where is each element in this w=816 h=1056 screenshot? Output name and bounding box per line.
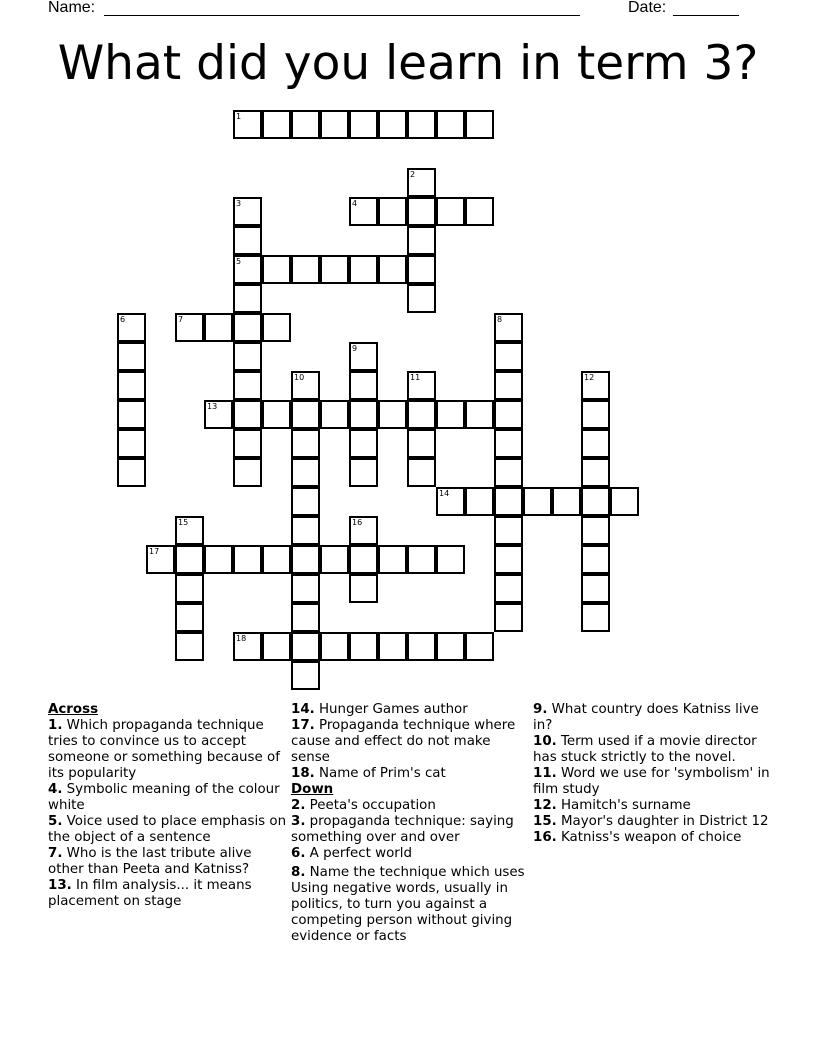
crossword-cell[interactable] xyxy=(117,342,146,371)
crossword-cell[interactable] xyxy=(349,110,378,139)
clue-text: Symbolic meaning of the colour white xyxy=(48,782,280,813)
across-clue-4 xyxy=(48,782,288,814)
clue-number: 9 xyxy=(352,344,358,353)
crossword-cell[interactable] xyxy=(320,400,349,429)
crossword-cell[interactable] xyxy=(349,400,378,429)
crossword-cell[interactable] xyxy=(349,516,378,545)
crossword-cell[interactable] xyxy=(233,226,262,255)
crossword-cell[interactable] xyxy=(378,110,407,139)
crossword-cell[interactable] xyxy=(291,661,320,690)
crossword-cell[interactable] xyxy=(349,342,378,371)
crossword-cell[interactable] xyxy=(407,400,436,429)
clue-text: Word we use for 'symbolism' in film study xyxy=(533,766,770,797)
crossword-cell[interactable] xyxy=(204,400,233,429)
clue-text: Mayor's daughter in District 12 xyxy=(556,814,769,829)
crossword-cell[interactable] xyxy=(494,458,523,487)
clue-number-label: 14. xyxy=(291,702,315,717)
crossword-cell[interactable] xyxy=(494,574,523,603)
down-clue-15 xyxy=(533,814,773,830)
crossword-cell[interactable] xyxy=(233,400,262,429)
clue-text: Name of Prim's cat xyxy=(314,766,446,781)
clue-number: 3 xyxy=(236,199,242,208)
crossword-cell[interactable] xyxy=(117,400,146,429)
crossword-cell[interactable] xyxy=(320,110,349,139)
clue-text: Hamitch's surname xyxy=(556,798,691,813)
across-clue-5 xyxy=(48,814,288,846)
crossword-cell[interactable] xyxy=(349,371,378,400)
crossword-cell[interactable] xyxy=(233,371,262,400)
down-clue-16 xyxy=(533,830,773,846)
clue-text: Voice used to place emphasis on the object of a sentence xyxy=(48,814,287,845)
crossword-cell[interactable] xyxy=(320,632,349,661)
clue-number: 14 xyxy=(439,489,450,498)
crossword-cell[interactable] xyxy=(349,632,378,661)
crossword-cell[interactable] xyxy=(494,313,523,342)
clue-number-label: 6. xyxy=(291,846,306,861)
crossword-cell[interactable] xyxy=(465,110,494,139)
clue-text: A perfect world xyxy=(305,846,413,861)
crossword-cell[interactable] xyxy=(349,545,378,574)
crossword-cell[interactable] xyxy=(146,545,175,574)
crossword-cell[interactable] xyxy=(581,371,610,400)
crossword-cell[interactable] xyxy=(494,545,523,574)
across-clue-14 xyxy=(291,702,531,718)
clue-number-label: 17. xyxy=(291,718,315,733)
crossword-cell[interactable] xyxy=(436,487,465,516)
crossword-cell[interactable] xyxy=(175,574,204,603)
crossword-cell[interactable] xyxy=(581,400,610,429)
clues-column-2 xyxy=(291,702,531,945)
crossword-cell[interactable] xyxy=(204,545,233,574)
clue-text: In film analysis... it means placement on stage xyxy=(48,878,252,909)
clue-number: 16 xyxy=(352,518,363,527)
crossword-cell[interactable] xyxy=(233,429,262,458)
clue-text: Peeta's occupation xyxy=(305,798,436,813)
clue-text: Term used if a movie director has stuck strictly to the novel. xyxy=(533,734,757,765)
crossword-cell[interactable] xyxy=(465,197,494,226)
crossword-cell[interactable] xyxy=(291,458,320,487)
crossword-cell[interactable] xyxy=(581,603,610,632)
clue-number: 12 xyxy=(584,373,595,382)
crossword-cell[interactable] xyxy=(494,371,523,400)
crossword-cell[interactable] xyxy=(320,545,349,574)
clue-number-label: 15. xyxy=(533,814,557,829)
clue-number-label: 18. xyxy=(291,766,315,781)
crossword-cell[interactable] xyxy=(407,197,436,226)
crossword-cell[interactable] xyxy=(407,632,436,661)
clue-number: 10 xyxy=(294,373,305,382)
clue-number-label: 4. xyxy=(48,782,63,797)
crossword-cell[interactable] xyxy=(291,110,320,139)
clue-number-label: 12. xyxy=(533,798,557,813)
crossword-cell[interactable] xyxy=(175,545,204,574)
crossword-cell[interactable] xyxy=(581,458,610,487)
crossword-cell[interactable] xyxy=(175,603,204,632)
crossword-cell[interactable] xyxy=(436,110,465,139)
crossword-cell[interactable] xyxy=(436,197,465,226)
crossword-cell[interactable] xyxy=(262,313,291,342)
clue-number: 2 xyxy=(410,170,416,179)
crossword-cell[interactable] xyxy=(378,255,407,284)
crossword-cell[interactable] xyxy=(291,632,320,661)
crossword-cell[interactable] xyxy=(581,516,610,545)
crossword-cell[interactable] xyxy=(378,400,407,429)
crossword-cell[interactable] xyxy=(436,400,465,429)
down-clue-6 xyxy=(291,846,531,862)
crossword-cell[interactable] xyxy=(494,516,523,545)
clues-column-3 xyxy=(533,702,773,846)
crossword-cell[interactable] xyxy=(291,400,320,429)
crossword-cell[interactable] xyxy=(204,313,233,342)
crossword-cell[interactable] xyxy=(233,197,262,226)
crossword-cell[interactable] xyxy=(436,632,465,661)
crossword-cell[interactable] xyxy=(407,284,436,313)
down-heading: Down xyxy=(291,782,334,797)
crossword-cell[interactable] xyxy=(117,458,146,487)
crossword-cell[interactable] xyxy=(291,545,320,574)
clue-number: 5 xyxy=(236,257,242,266)
clue-number-label: 5. xyxy=(48,814,63,829)
crossword-cell[interactable] xyxy=(349,574,378,603)
clue-text: Propaganda technique where cause and effect do not make sense xyxy=(291,718,516,765)
clue-number-label: 16. xyxy=(533,830,557,845)
crossword-cell[interactable] xyxy=(117,371,146,400)
crossword-cell[interactable] xyxy=(349,197,378,226)
crossword-cell[interactable] xyxy=(407,110,436,139)
clue-text: Who is the last tribute alive other than Peeta and Katniss? xyxy=(48,846,252,877)
down-clue-2 xyxy=(291,798,531,814)
across-heading: Across xyxy=(48,702,99,717)
crossword-cell[interactable] xyxy=(262,110,291,139)
crossword-cell[interactable] xyxy=(465,632,494,661)
across-clue-17 xyxy=(291,718,531,766)
crossword-cell[interactable] xyxy=(407,371,436,400)
crossword-cell[interactable] xyxy=(407,458,436,487)
clue-number: 15 xyxy=(178,518,189,527)
down-clue-9 xyxy=(533,702,773,734)
crossword-cell[interactable] xyxy=(581,545,610,574)
crossword-cell[interactable] xyxy=(407,429,436,458)
crossword-cell[interactable] xyxy=(291,603,320,632)
crossword-cell[interactable] xyxy=(233,284,262,313)
crossword-cell[interactable] xyxy=(349,458,378,487)
down-clue-10 xyxy=(533,734,773,766)
crossword-cell[interactable] xyxy=(378,632,407,661)
crossword-cell[interactable] xyxy=(291,255,320,284)
crossword-cell[interactable] xyxy=(262,400,291,429)
crossword-cell[interactable] xyxy=(233,110,262,139)
clue-number: 6 xyxy=(120,315,126,324)
clue-number: 8 xyxy=(497,315,503,324)
date-label: Date: xyxy=(628,0,667,16)
clue-text: propaganda technique: saying something over and over xyxy=(291,814,514,845)
crossword-cell[interactable] xyxy=(581,429,610,458)
clue-text: What country does Katniss live in? xyxy=(533,702,759,733)
crossword-cell[interactable] xyxy=(494,603,523,632)
crossword-cell[interactable] xyxy=(378,197,407,226)
crossword-cell[interactable] xyxy=(320,255,349,284)
crossword-cell[interactable] xyxy=(291,371,320,400)
crossword-cell[interactable] xyxy=(494,342,523,371)
crossword-cell[interactable] xyxy=(117,313,146,342)
clue-text: Which propaganda technique tries to convince us to accept someone or something because of its popularity xyxy=(48,718,280,781)
crossword-cell[interactable] xyxy=(494,400,523,429)
crossword-cell[interactable] xyxy=(262,632,291,661)
crossword-cell[interactable] xyxy=(233,458,262,487)
crossword-cell[interactable] xyxy=(407,168,436,197)
down-clue-12 xyxy=(533,798,773,814)
page-title: What did you learn in term 3? xyxy=(57,36,759,91)
crossword-cell[interactable] xyxy=(407,255,436,284)
crossword-cell[interactable] xyxy=(465,400,494,429)
clue-number: 13 xyxy=(207,402,218,411)
crossword-cell[interactable] xyxy=(175,632,204,661)
crossword-cell[interactable] xyxy=(581,487,610,516)
crossword-cell[interactable] xyxy=(378,545,407,574)
clue-number: 18 xyxy=(236,634,247,643)
crossword-cell[interactable] xyxy=(552,487,581,516)
clue-number-label: 11. xyxy=(533,766,557,781)
crossword-cell[interactable] xyxy=(494,429,523,458)
clue-text: Katniss's weapon of choice xyxy=(556,830,742,845)
clue-text: Hunger Games author xyxy=(314,702,468,717)
clue-number-label: 1. xyxy=(48,718,63,733)
clue-number: 17 xyxy=(149,547,160,556)
clue-number: 11 xyxy=(410,373,421,382)
crossword-cell[interactable] xyxy=(523,487,552,516)
crossword-cell[interactable] xyxy=(233,313,262,342)
clues-column-1 xyxy=(48,702,288,910)
down-clue-8 xyxy=(291,865,531,945)
clue-number: 7 xyxy=(178,315,184,324)
crossword-cell[interactable] xyxy=(117,429,146,458)
crossword-cell[interactable] xyxy=(233,255,262,284)
down-clue-3 xyxy=(291,814,531,846)
name-label: Name: xyxy=(48,0,96,16)
crossword-cell[interactable] xyxy=(175,313,204,342)
crossword-cell[interactable] xyxy=(610,487,639,516)
clue-number-label: 10. xyxy=(533,734,557,749)
clue-number-label: 7. xyxy=(48,846,63,861)
crossword-cell[interactable] xyxy=(407,226,436,255)
across-clue-18 xyxy=(291,766,531,782)
clue-number-label: 3. xyxy=(291,814,306,829)
crossword-cell[interactable] xyxy=(494,487,523,516)
clue-text: Name the technique which uses Using negative words, usually in politics, to turn you against a competing person without giving evidence or facts xyxy=(291,865,525,944)
crossword-cell[interactable] xyxy=(262,545,291,574)
crossword-cell[interactable] xyxy=(175,516,204,545)
crossword-cell[interactable] xyxy=(233,632,262,661)
crossword-cell[interactable] xyxy=(291,429,320,458)
crossword-cell[interactable] xyxy=(407,545,436,574)
crossword-cell[interactable] xyxy=(581,574,610,603)
crossword-cell[interactable] xyxy=(349,255,378,284)
crossword-cell[interactable] xyxy=(233,545,262,574)
across-clue-13 xyxy=(48,878,288,910)
crossword-cell[interactable] xyxy=(465,487,494,516)
crossword-cell[interactable] xyxy=(349,429,378,458)
crossword-cell[interactable] xyxy=(291,574,320,603)
clue-number-label: 2. xyxy=(291,798,306,813)
clue-number: 4 xyxy=(352,199,358,208)
crossword-cell[interactable] xyxy=(436,545,465,574)
down-clue-11 xyxy=(533,766,773,798)
crossword-cell[interactable] xyxy=(291,516,320,545)
clue-number-label: 13. xyxy=(48,878,72,893)
across-clue-1 xyxy=(48,718,288,782)
clue-number: 1 xyxy=(236,112,242,121)
crossword-cell[interactable] xyxy=(291,487,320,516)
crossword-cell[interactable] xyxy=(233,342,262,371)
clue-number-label: 8. xyxy=(291,865,306,880)
clue-number-label: 9. xyxy=(533,702,548,717)
crossword-cell[interactable] xyxy=(262,255,291,284)
across-clue-7 xyxy=(48,846,288,878)
